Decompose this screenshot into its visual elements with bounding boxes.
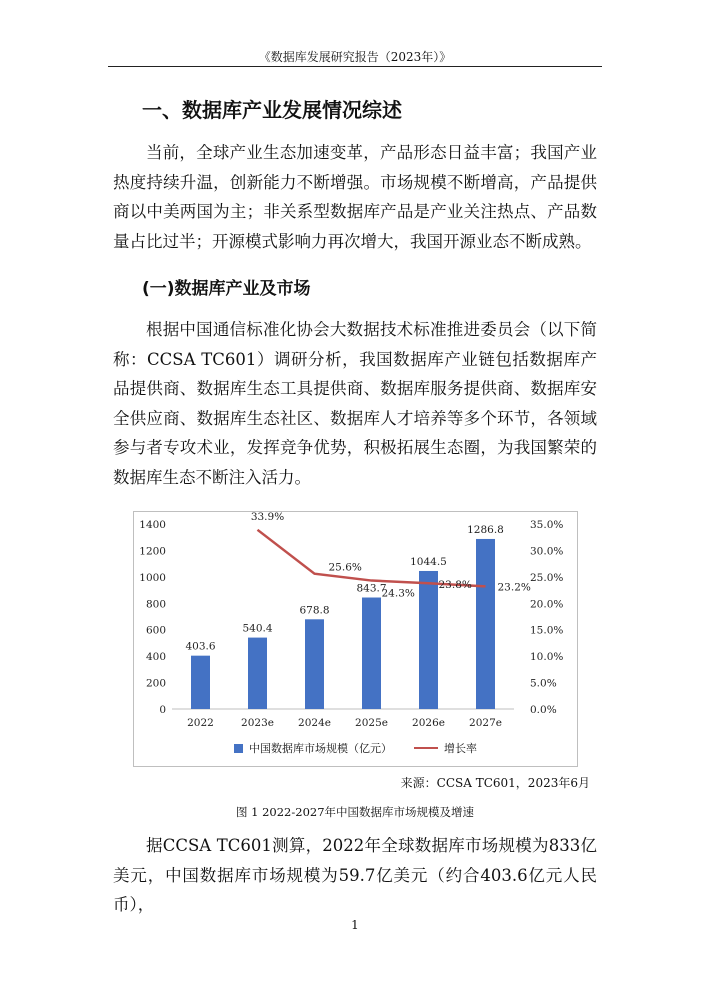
intro-paragraph: 当前，全球产业生态加速变革，产品形态日益丰富；我国产业热度持续升温，创新能力不断增强。市场规模不断增高，产品提供商以中美两国为主；非关系型数据库产品是产业关注热点、产品数量占比过半；开源模式影响力再次增大，我国开源业态不断成熟。 xyxy=(113,143,597,251)
bar-value-label: 1044.5 xyxy=(410,555,447,568)
y-left-tick-label: 1000 xyxy=(139,571,166,584)
legend-bar-label: 中国数据库市场规模（亿元） xyxy=(249,742,392,755)
y-right-tick-label: 25.0% xyxy=(530,571,564,584)
x-tick-label: 2022 xyxy=(187,717,214,729)
page-number: 1 xyxy=(351,918,359,932)
subsection-heading: (一)数据库产业及市场 xyxy=(142,279,311,299)
chart-canvas xyxy=(134,512,577,766)
chart-legend xyxy=(134,740,577,756)
growth-rate-label: 33.9% xyxy=(250,512,285,523)
y-right-tick-label: 0.0% xyxy=(530,704,557,716)
legend-line-label: 增长率 xyxy=(444,742,477,755)
y-left-tick-label: 1200 xyxy=(139,545,166,558)
bar xyxy=(476,539,495,709)
y-right-tick-label: 20.0% xyxy=(530,598,564,611)
bar xyxy=(305,619,324,709)
bar xyxy=(362,598,381,709)
closing-paragraph: 据CCSA TC601测算，2022年全球数据库市场规模为833亿美元，中国数据库市场规模为59.7亿美元（约合403.6亿元人民币）， xyxy=(113,836,597,914)
legend-line-swatch xyxy=(414,747,438,749)
y-right-tick-label: 5.0% xyxy=(530,677,557,690)
legend-bar-swatch xyxy=(234,744,243,753)
header-rule xyxy=(108,66,602,67)
x-tick-label: 2023e xyxy=(241,717,274,729)
growth-rate-label: 24.3% xyxy=(381,587,415,600)
y-right-tick-label: 15.0% xyxy=(530,624,564,637)
figure-source: 来源：CCSA TC601，2023年6月 xyxy=(400,776,590,790)
x-tick-label: 2026e xyxy=(412,717,445,729)
bar xyxy=(191,656,210,709)
x-tick-label: 2025e xyxy=(355,717,388,729)
growth-line xyxy=(258,530,486,587)
market-chart xyxy=(133,511,578,767)
growth-rate-label: 23.2% xyxy=(497,581,531,594)
bar-value-label: 843.7 xyxy=(356,582,387,595)
bar xyxy=(419,571,438,709)
bar xyxy=(248,638,267,709)
bar-value-label: 540.4 xyxy=(242,622,273,635)
bar-value-label: 403.6 xyxy=(185,640,216,653)
figure-caption: 图 1 2022-2027年中国数据库市场规模及增速 xyxy=(235,805,475,819)
bar-value-label: 678.8 xyxy=(299,604,330,617)
industry-paragraph: 根据中国通信标准化协会大数据技术标准推进委员会（以下简称：CCSA TC601）调研分析，我国数据库产业链包括数据库产品提供商、数据库生态工具提供商、数据库服务提供商、数据库安全供应商、数据库生态社区、数据库人才培养等多个环节，各领域参与者专攻术业，发挥竞争优势，积极拓展生态圈，为我国繁荣的数据库生态不断注入活力。 xyxy=(113,320,597,487)
y-right-tick-label: 35.0% xyxy=(530,519,564,531)
bar-value-label: 1286.8 xyxy=(467,523,504,536)
y-left-tick-label: 1400 xyxy=(139,519,166,531)
x-tick-label: 2027e xyxy=(469,717,502,729)
y-left-tick-label: 800 xyxy=(145,598,166,611)
x-tick-label: 2024e xyxy=(298,717,331,729)
y-left-tick-label: 0 xyxy=(159,704,166,716)
y-right-tick-label: 30.0% xyxy=(530,545,564,558)
growth-rate-label: 23.8% xyxy=(438,579,472,592)
y-left-tick-label: 600 xyxy=(145,624,166,637)
y-left-tick-label: 200 xyxy=(145,677,166,690)
section-heading: 一、数据库产业发展情况综述 xyxy=(142,98,402,122)
y-left-tick-label: 400 xyxy=(145,651,166,664)
y-right-tick-label: 10.0% xyxy=(530,651,564,664)
growth-rate-label: 25.6% xyxy=(328,561,362,574)
page-header: 《数据库发展研究报告（2023年）》 xyxy=(258,50,452,64)
